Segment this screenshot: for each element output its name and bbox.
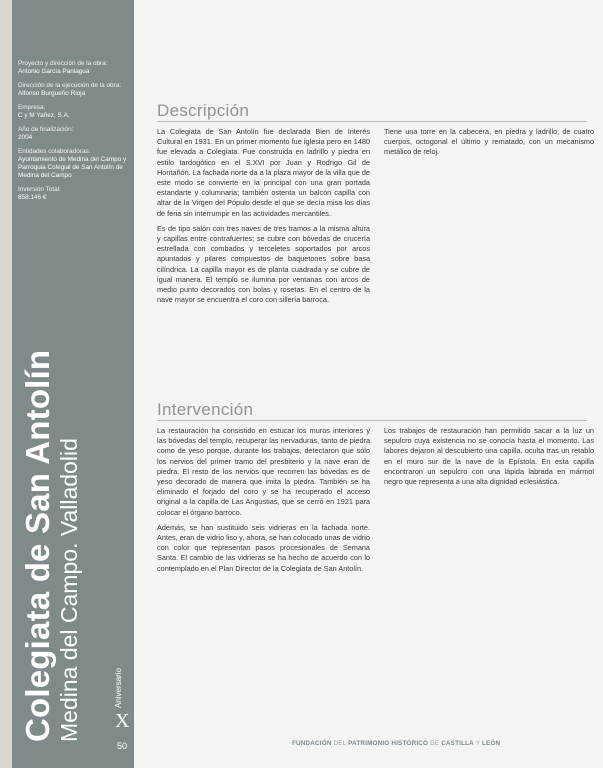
- info-collaborators: [18, 148, 132, 180]
- info-label: Entidades colaboradoras:: [18, 148, 91, 155]
- info-company: [18, 104, 132, 120]
- paragraph: Además, se han sustituido seis vidrieras en la fachada norte. Antes, eran de vidrio liso y, ahora, se han colocado unas de vidrio con color que representan pasos procesionales de Semana Santa. El cambio de las vidrieras se ha hecho de acuerdo con lo contemplado en el Plan Director de la Colegiata de San Antolín.: [157, 522, 370, 573]
- footer-word: Y: [473, 740, 482, 747]
- footer-word: DE: [428, 740, 442, 747]
- info-value: Alfonso Burgueño Rioja: [18, 90, 86, 97]
- intervencion-column-right: [384, 426, 594, 492]
- descripcion-column-right: [384, 127, 594, 163]
- paragraph: Los trabajos de restauración han permitido sacar a la luz un sepulcro cuya existencia no se conocía hasta el momento. Las labores dejaron al descubierto una capilla, oculta tras un retablo en el muro sur de la nave de la Epístola. En esta capilla encontraron un sepulcro con una lápida labrada en mármol negro que representa a una alta dignidad eclesiástica.: [384, 426, 594, 487]
- intervencion-column-left: [157, 426, 370, 579]
- footer-word: FUNDACIÓN: [292, 740, 332, 747]
- footer-word: LEÓN: [482, 740, 501, 747]
- info-total-investment: [18, 186, 132, 202]
- paragraph: La restauración ha consistido en estucar los muros interiores y las bóvedas del templo, recuperar las nervaduras, tanto de piedra como de yeso porque, durante los trabajos, detectaron que sólo los nervios del primer tramo del presbiterio y la nave eran de piedra. El resto de los nervios que recorren las bóvedas es de yeso decorado de manera que imita la piedra. También se ha eliminado el forjado del coro y se ha recuperado el acceso original a la capilla de Las Angustias, que se cerró en 1921 para colocar el órgano barroco.: [157, 426, 370, 517]
- info-label: Empresa:: [18, 104, 46, 111]
- info-value: 2004: [18, 134, 33, 141]
- info-value: 858.146 €: [18, 194, 47, 201]
- info-label: Inversión Total:: [18, 186, 61, 193]
- page-number: 50: [117, 741, 128, 751]
- paragraph: La Colegiata de San Antolín fue declarada Bien de Interés Cultural en 1931. En un primer momento fue iglesia pero en 1480 fue elevada a Colegiata. Fue construida en ladrillo y piedra en estilo tardogótico en el S.XVI por Juan y Rodrigo Gil de Hontañón. La fachada norte da a la plaza mayor de la villa que de este modo se convierte en la principal con una gran portada estandarte y columnaria; también ostenta un balcón capilla con altar de la Virgen del Pópulo desde el que se decía misa los días de feria sin interrumpir en las actividades mercantiles.: [157, 127, 370, 218]
- paragraph: Es de tipo salón con tres naves de tres tramos a la misma altura y capillas entre contrafuertes; se cubre con bóvedas de crucería estrellada con combados y terceletes soportados por arcos apuntados y pilares compuestos de baquetones sobre basa cilíndrica. La capilla mayor es de planta cuadrada y se cubre de igual manera. El templo se ilumina por ventanas con arcos de medio punto decorados con bolas y rosetas. En el centro de la nave mayor se encuentra el coro con sillería barroca.: [157, 223, 370, 305]
- info-execution-direction: [18, 82, 132, 98]
- anniversary-label: Aniversario: [114, 667, 123, 708]
- info-label: Dirección de la ejecución de la obra:: [18, 82, 122, 89]
- paragraph: Tiene una torre en la cabecera, en piedra y ladrillo; de cuatro cuerpos, octogonal el último y rematado, con un mecanismo metálico de reloj.: [384, 127, 594, 157]
- info-completion-year: [18, 126, 132, 142]
- footer-word: DEL: [331, 740, 349, 747]
- intervencion-rule: [157, 420, 587, 421]
- info-label: Año de finalización:: [18, 126, 74, 133]
- descripcion-heading: Descripción: [157, 101, 250, 120]
- project-info: [18, 60, 132, 208]
- descripcion-rule: [157, 121, 587, 122]
- footer-word: CASTILLA: [441, 740, 474, 747]
- info-project-direction: [18, 60, 132, 76]
- sidebar-edge-strip: [0, 0, 12, 768]
- intervencion-heading: Intervención: [157, 400, 254, 419]
- info-label: Proyecto y dirección de la obra:: [18, 60, 108, 67]
- info-value: Antonio García Paniagua: [18, 68, 90, 75]
- info-value: Ayuntamiento de Medina del Campo y Parroquia Colegial de San Antolín de Medina del Campo: [18, 156, 127, 179]
- roman-numeral: X: [115, 710, 130, 732]
- footer-foundation-name: [292, 740, 500, 747]
- info-value: C y M Yañez, S.A.: [18, 112, 70, 119]
- descripcion-column-left: [157, 127, 370, 310]
- monument-title: Colegiata de San Antolín: [19, 349, 56, 742]
- monument-location: Medina del Campo. Valladolid: [56, 438, 82, 742]
- footer-word: PATRIMONIO HISTÓRICO: [348, 740, 429, 747]
